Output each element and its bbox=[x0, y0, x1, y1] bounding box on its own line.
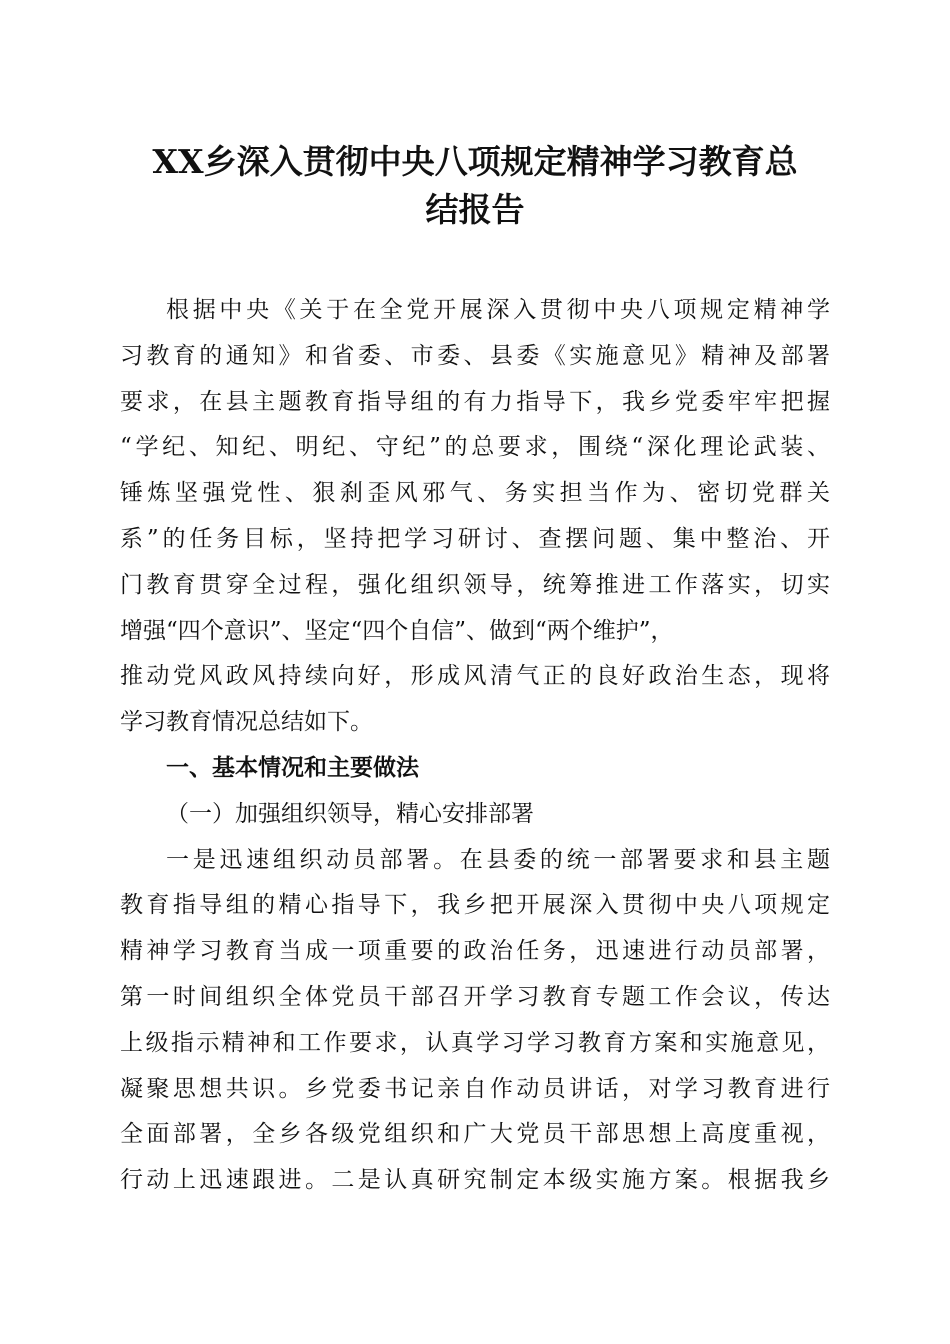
body-paragraph bbox=[120, 838, 830, 1204]
intro-line: 根据中央《关于在全党开展深入贯彻中央八项规定精神学 bbox=[166, 297, 830, 323]
section-heading-2: （一）加强组织领导，精心安排部署 bbox=[166, 800, 534, 827]
intro-line: 增强“四个意识”、坚定“四个自信”、做到“两个维护”， bbox=[120, 617, 674, 644]
document-title bbox=[120, 138, 830, 234]
title-line-1: XX乡深入贯彻中央八项规定精神学习教育总 bbox=[152, 142, 798, 181]
body-line: 第一时间组织全体党员干部召开学习教育专题工作会议，传达 bbox=[120, 983, 830, 1010]
title-line-2: 结报告 bbox=[425, 190, 525, 229]
intro-line: 习教育的通知》和省委、市委、县委《实施意见》精神及部署 bbox=[120, 342, 830, 369]
body-line: 教育指导组的精心指导下，我乡把开展深入贯彻中央八项规定 bbox=[120, 892, 830, 919]
body-line: 上级指示精神和工作要求，认真学习学习教育方案和实施意见， bbox=[120, 1029, 830, 1056]
section-heading-1: 一、基本情况和主要做法 bbox=[166, 754, 419, 781]
body-line: 行动上迅速跟进。二是认真研究制定本级实施方案。根据我乡 bbox=[120, 1167, 830, 1194]
intro-paragraph bbox=[120, 288, 830, 746]
document-page bbox=[120, 138, 830, 1204]
intro-line: “学纪、知纪、明纪、守纪”的总要求，围绕“深化理论武装、 bbox=[120, 434, 830, 461]
intro-line: 推动党风政风持续向好，形成风清气正的良好政治生态，现将 bbox=[120, 663, 830, 690]
intro-line: 门教育贯穿全过程，强化组织领导，统筹推进工作落实，切实 bbox=[120, 571, 830, 598]
intro-line: 锤炼坚强党性、狠刹歪风邪气、务实担当作为、密切党群关 bbox=[120, 480, 830, 507]
intro-line: 要求，在县主题教育指导组的有力指导下，我乡党委牢牢把握 bbox=[120, 388, 830, 415]
body-line: 精神学习教育当成一项重要的政治任务，迅速进行动员部署， bbox=[120, 938, 830, 965]
body-line: 全面部署，全乡各级党组织和广大党员干部思想上高度重视， bbox=[120, 1121, 830, 1148]
body-line: 凝聚思想共识。乡党委书记亲自作动员讲话，对学习教育进行 bbox=[120, 1075, 830, 1102]
body-line: 一是迅速组织动员部署。在县委的统一部署要求和县主题 bbox=[166, 846, 830, 873]
title-spacer bbox=[120, 234, 830, 288]
intro-line: 系”的任务目标，坚持把学习研讨、查摆问题、集中整治、开 bbox=[120, 525, 830, 552]
intro-line: 学习教育情况总结如下。 bbox=[120, 709, 373, 736]
